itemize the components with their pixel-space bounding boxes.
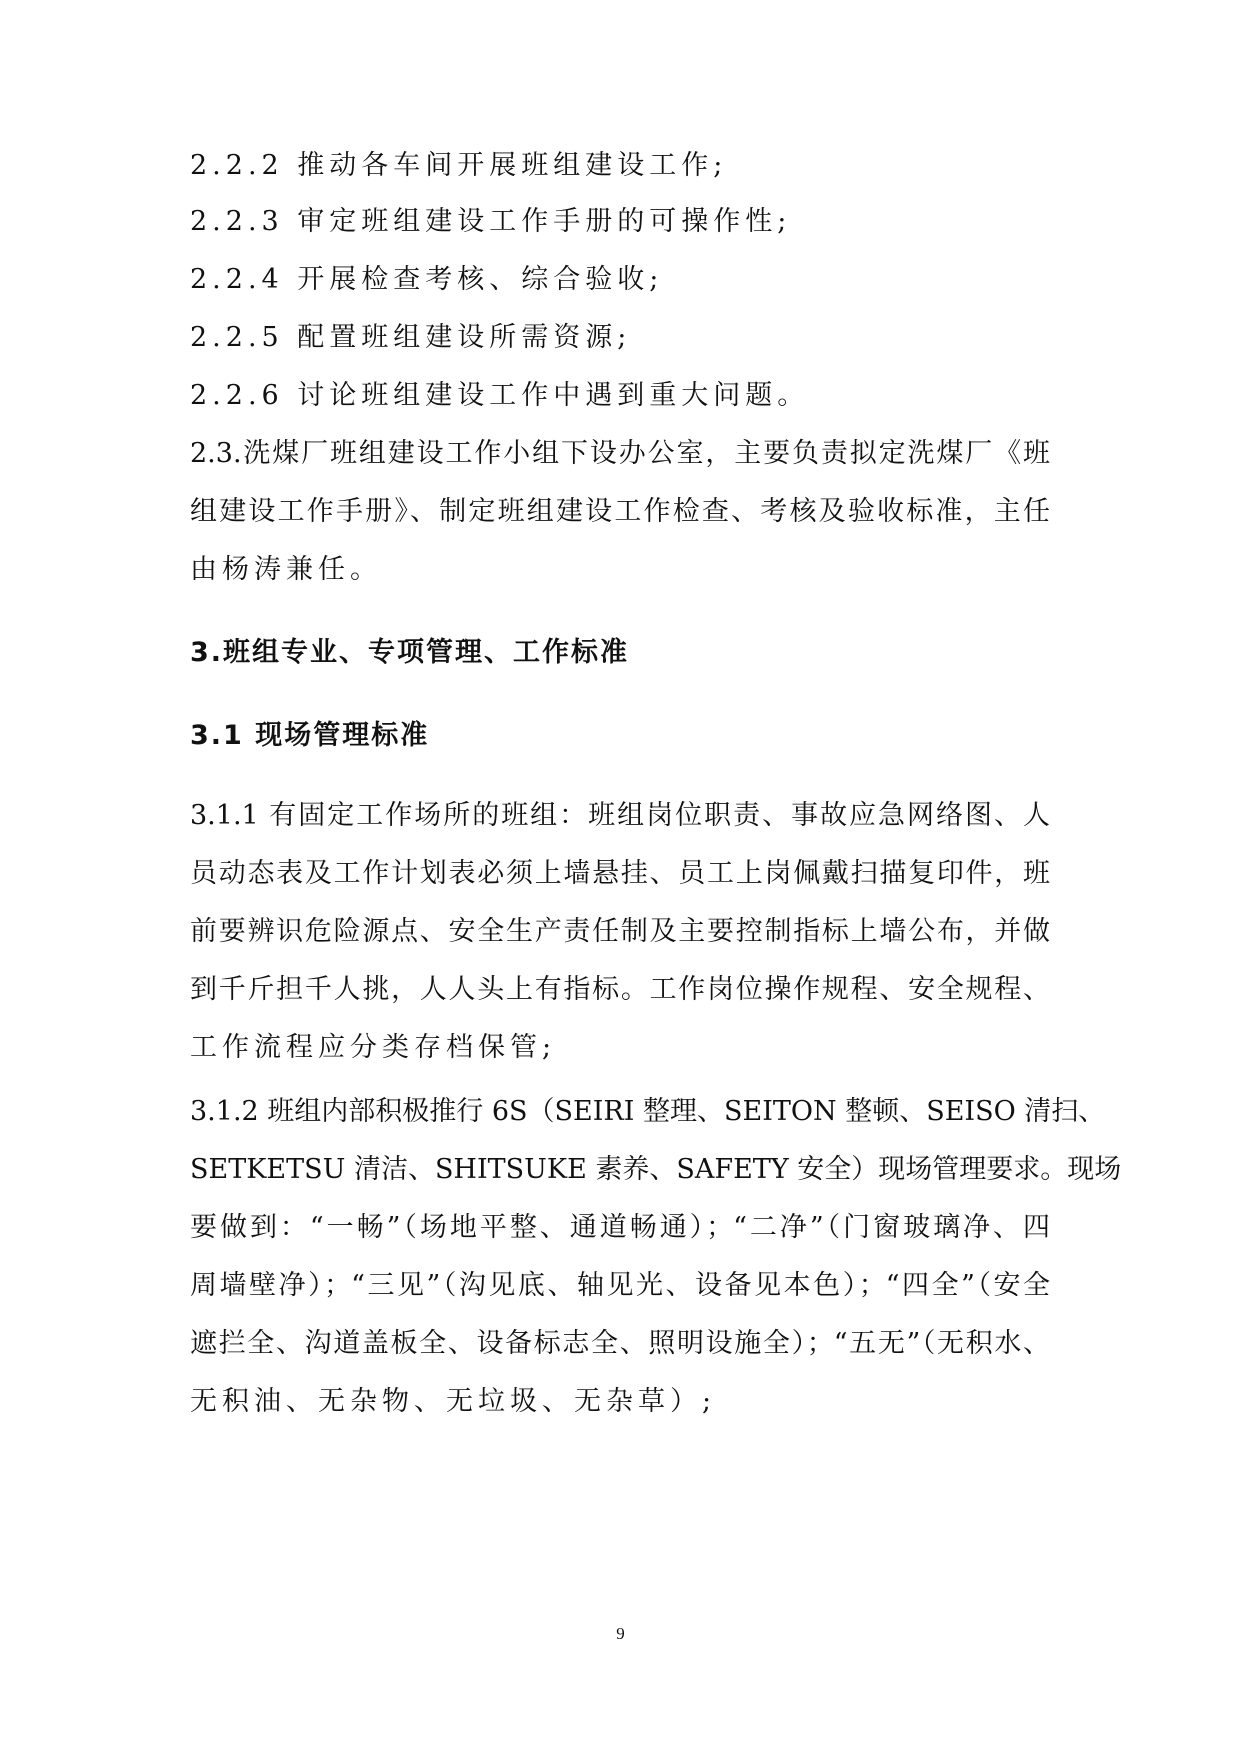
paragraph-3-1-1-line-3: 前要辨识危险源点、安全生产责任制及主要控制指标上墙公布，并做 — [190, 916, 1050, 947]
paragraph-2-3-line-1: 2.3.洗煤厂班组建设工作小组下设办公室，主要负责拟定洗煤厂《班 — [190, 438, 1050, 469]
list-item-2-2-2: 2.2.2 推动各车间开展班组建设工作; — [190, 150, 728, 181]
page-number: 9 — [616, 1624, 625, 1643]
list-item-2-2-3: 2.2.3 审定班组建设工作手册的可操作性; — [190, 206, 792, 237]
paragraph-3-1-1-line-4: 到千斤担千人挑，人人头上有指标。工作岗位操作规程、安全规程、 — [190, 974, 1050, 1005]
paragraph-3-1-2-line-6: 无积油、无杂物、无垃圾、无杂草）; — [190, 1386, 717, 1417]
paragraph-2-3-line-2: 组建设工作手册》、制定班组建设工作检查、考核及验收标准，主任 — [190, 496, 1050, 527]
list-item-2-2-6: 2.2.6 讨论班组建设工作中遇到重大问题。 — [190, 380, 810, 411]
paragraph-3-1-2-line-1: 3.1.2 班组内部积极推行 6S（SEIRI 整理、SEITON 整顿、SEISO 清扫、 — [190, 1096, 1106, 1127]
list-item-2-2-4: 2.2.4 开展检查考核、综合验收; — [190, 264, 664, 295]
paragraph-3-1-1-line-5: 工作流程应分类存档保管; — [190, 1032, 557, 1063]
paragraph-3-1-2-line-3: 要做到：“一畅”（场地平整、通道畅通）；“二净”（门窗玻璃净、四 — [190, 1212, 1050, 1243]
paragraph-3-1-2-line-4: 周墙壁净）；“三见”（沟见底、轴见光、设备见本色）；“四全”（安全 — [190, 1270, 1050, 1301]
subsection-heading: 3.1 现场管理标准 — [190, 720, 430, 751]
paragraph-3-1-2-line-5: 遮拦全、沟道盖板全、设备标志全、照明设施全）；“五无”（无积水、 — [190, 1328, 1050, 1359]
paragraph-3-1-1-line-1: 3.1.1 有固定工作场所的班组：班组岗位职责、事故应急网络图、人 — [190, 800, 1050, 831]
section-heading: 3.班组专业、专项管理、工作标准 — [190, 637, 630, 668]
paragraph-2-3-line-3: 由杨涛兼任。 — [190, 554, 382, 585]
paragraph-3-1-2-line-2: SETKETSU 清洁、SHITSUKE 素养、SAFETY 安全）现场管理要求。现场 — [190, 1154, 1122, 1185]
list-item-2-2-5: 2.2.5 配置班组建设所需资源; — [190, 322, 632, 353]
paragraph-3-1-1-line-2: 员动态表及工作计划表必须上墙悬挂、员工上岗佩戴扫描复印件，班 — [190, 858, 1050, 889]
